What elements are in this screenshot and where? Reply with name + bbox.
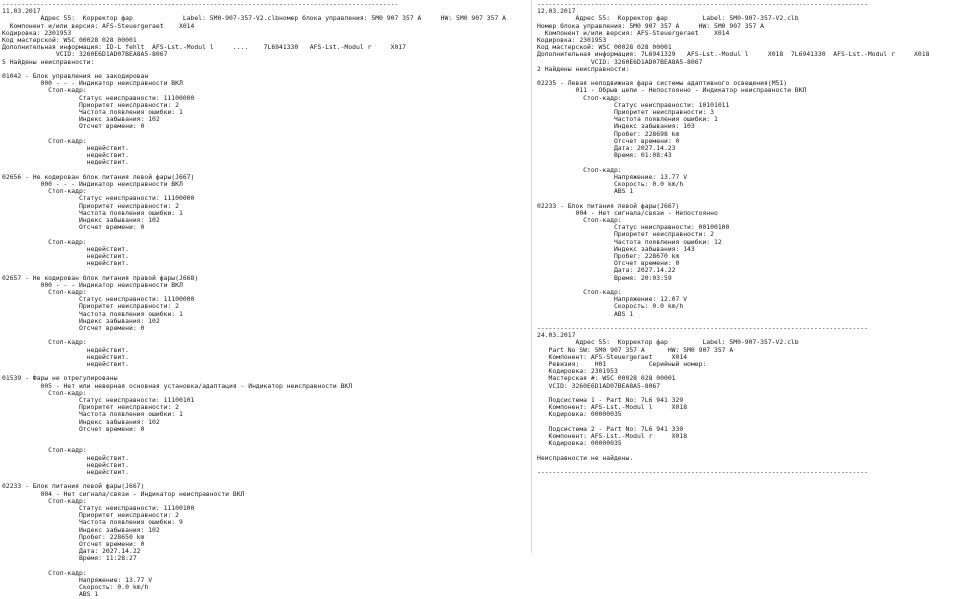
log-line: недействит. (2, 151, 129, 160)
log-line: Приоритет неисправности: 2 (2, 511, 179, 520)
log-line: 12.03.2017 (537, 7, 576, 16)
log-line: Компонент: AFS-Lst.-Modul l X018 (537, 403, 688, 412)
log-line: Стоп-кадр: (2, 136, 87, 145)
log-line: Дата: 2027.14.22 (2, 547, 141, 556)
log-line: Отсчет времени: 0 (2, 424, 145, 433)
log-line: Код мастерской: WSC 00028 028 00001 (2, 36, 137, 45)
log-line: Кодировка: 00000035 (537, 410, 622, 419)
log-line: 02656 - Не кодирован блок питания левой фары(J667) (2, 172, 195, 181)
log-line: Стоп-кадр: (537, 288, 622, 297)
log-line: 01539 - Фары не отрегулированы (2, 374, 118, 383)
log-line: Отсчет времени: 0 (537, 136, 680, 145)
log-line: Подсистема 1 - Part No: 7L6 941 329 (537, 396, 684, 405)
log-line: недействит. (2, 345, 129, 354)
log-line: Дата: 2027.14.23 (537, 144, 676, 153)
log-line: Напряжение: 13.77 V (2, 576, 153, 585)
log-line: недействит. (2, 144, 129, 153)
log-line: Время: 20:03:59 (537, 273, 672, 282)
log-line: Компонент и/или версия: AFS-Steuergeraet X014 (2, 21, 195, 30)
log-line: Статус неисправности: 11100000 (2, 93, 195, 102)
log-line: Статус неисправности: 10101011 (537, 100, 730, 109)
log-line: недействит. (2, 468, 129, 477)
log-line: VCID: 3260E6D1AD07BEA8A5-8067 (537, 57, 703, 66)
log-line: 11.03.2017 (2, 7, 41, 16)
log-line: Приоритет неисправности: 2 (2, 201, 179, 210)
log-line: Неисправности не найдены. (537, 453, 634, 462)
log-line: Частота появления ошибки: 1 (2, 108, 183, 117)
log-line: Компонент: AFS-Steuergeraet X014 (537, 352, 688, 361)
log-line: Частота появления ошибки: 1 (2, 309, 183, 318)
log-line: Адрес 55: Корректор фар Label: 5M0-907-357-V2.clb (537, 14, 799, 23)
log-line: Дополнительная информация: 7L6941329 AFS-Lst.-Modul l X018 7L6941330 AFS-Lst.-Modul r X018 (537, 50, 930, 59)
log-line: Напряжение: 13.77 V (537, 172, 688, 181)
log-line: Пробег: 228698 km (537, 129, 680, 138)
log-line: Статус неисправности: 11100000 (2, 295, 195, 304)
log-line: Индекс забывания: 102 (2, 216, 160, 225)
right-log-panel (535, 0, 960, 553)
log-line: Подсистема 2 - Part No: 7L6 941 330 (537, 424, 684, 433)
log-line: Приоритет неисправности: 2 (2, 403, 179, 412)
log-line: Приоритет неисправности: 3 (537, 108, 714, 117)
log-line: 000 - - - Индикатор неисправности ВКЛ (2, 180, 183, 189)
log-line: Отсчет времени: 0 (2, 540, 145, 549)
log-line: Стоп-кадр: (2, 568, 87, 577)
log-line: Статус неисправности: 11100100 (2, 504, 195, 513)
log-line: Приоритет неисправности: 2 (537, 230, 714, 239)
log-line: ABS 1 (537, 309, 634, 318)
log-line: 2 Найдены неисправности: (537, 64, 630, 73)
log-line: -------------------------------------------------------------------------------------- (537, 468, 868, 477)
log-line: VCID: 3260E6D1AD07BEA8A5-8067 (537, 381, 661, 390)
log-line: Частота появления ошибки: 9 (2, 518, 183, 527)
log-line: Отсчет времени: 0 (2, 122, 145, 131)
log-line: 5 Найдены неисправности: (2, 57, 95, 66)
log-line: Скорость: 0.0 km/h (537, 180, 684, 189)
panel-divider (531, 0, 532, 553)
log-line: 02233 - Блок питания левой фары(J667) (2, 482, 145, 491)
log-line: Стоп-кадр: (2, 388, 87, 397)
log-line: Отсчет времени: 0 (537, 259, 680, 268)
log-line: недействит. (2, 259, 129, 268)
log-line: 02657 - Не кодирован блок питания правой фары(J668) (2, 273, 199, 282)
log-line: 004 - Нет сигнала/связи - Непостоянно (537, 208, 718, 217)
log-line: Индекс забывания: 102 (2, 525, 160, 534)
log-line: Приоритет неисправности: 2 (2, 302, 179, 311)
log-line: 02235 - Левая неподвижная фара системы адаптивного освещения(M51) (537, 79, 788, 88)
log-line: -------------------------------------------------------------------------------------- (537, 324, 868, 333)
log-line: Кодировка: 2301953 (537, 367, 618, 376)
log-line: -------------------------------------------------------------------------------------- (537, 0, 868, 8)
log-line: VCID: 3260E6D1AD07BEA8A5-8067 (2, 50, 168, 59)
log-line: Статус неисправности: 11100000 (2, 194, 195, 203)
log-line: недействит. (2, 352, 129, 361)
log-line: ------------------------------------------------------------------------------------------------------- (2, 0, 399, 8)
log-line: Частота появления ошибки: 1 (2, 208, 183, 217)
log-line: ABS 1 (537, 187, 634, 196)
right-diagnostic-log (535, 0, 960, 476)
log-line (2, 433, 530, 440)
log-line: 000 - - - Индикатор неисправности ВКЛ (2, 79, 183, 88)
log-line: Время: 11:28:27 (2, 554, 137, 563)
log-line: Компонент и/или версия: AFS-Steuergeraet X014 (537, 28, 730, 37)
log-line: ABS 1 (2, 590, 99, 599)
log-line: Стоп-кадр: (2, 187, 87, 196)
log-line: Компонент: AFS-Lst.-Modul r X018 (537, 432, 688, 441)
log-line: 005 - Нет или неверная основная установка/адаптация - Индикатор неисправности ВКЛ (2, 381, 353, 390)
log-line: Напряжение: 12.07 V (537, 295, 688, 304)
log-line: Стоп-кадр: (2, 288, 87, 297)
log-line: Частота появления ошибки: 1 (2, 410, 183, 419)
log-line: Номер блока управления: 5M0 907 357 A HW: 5M0 907 357 A (537, 21, 765, 30)
log-line: Part No SW: 5M0 907 357 A HW: 5M0 907 357 A (537, 345, 734, 354)
log-line: Частота появления ошибки: 1 (537, 115, 718, 124)
log-line: Код мастерской: WSC 00028 028 00001 (537, 43, 672, 52)
log-line: Стоп-кадр: (537, 93, 622, 102)
log-line: Пробег: 228650 km (2, 532, 145, 541)
log-line: 24.03.2017 (537, 331, 576, 340)
log-line: Стоп-кадр: (2, 446, 87, 455)
log-line: 01042 - Блок управления не закодирован (2, 72, 149, 81)
log-line: Отсчет времени: 0 (2, 223, 145, 232)
log-line: недействит. (2, 244, 129, 253)
log-line: Статус неисправности: 00100100 (537, 223, 730, 232)
log-line: Стоп-кадр: (2, 237, 87, 246)
log-line: недействит. (2, 453, 129, 462)
log-line: недействит. (2, 360, 129, 369)
log-line: 011 - Обрыв цепи - Непостоянно - Индикатор неисправности ВКЛ (537, 86, 807, 95)
log-line: Скорость: 0.0 km/h (537, 302, 684, 311)
log-line: 02233 - Блок питания левой фары(J667) (537, 201, 680, 210)
log-line: недействит. (2, 460, 129, 469)
log-line: Индекс забывания: 102 (2, 115, 160, 124)
log-line: 004 - Нет сигнала/связи - Индикатор неисправности ВКЛ (2, 489, 245, 498)
log-line: Кодировка: 00000035 (537, 439, 622, 448)
log-line: Кодировка: 2301953 (537, 36, 607, 45)
log-line: Отсчет времени: 0 (2, 324, 145, 333)
log-line: Кодировка: 2301953 (2, 28, 72, 37)
log-line: Частота появления ошибки: 12 (537, 237, 722, 246)
log-line: Время: 01:08:43 (537, 151, 672, 160)
log-line: Дата: 2027.14.22 (537, 266, 676, 275)
log-line: Индекс забывания: 102 (2, 417, 160, 426)
log-line: Адрес 55: Корректор фар Label: 5M0-907-357-V2.clbномер блока управления: 5M0 907 357 A HW: 5M0 907 357 A (2, 14, 507, 23)
log-line: Адрес 55: Корректор фар Label: 5M0-907-357-V2.clb (537, 338, 799, 347)
log-line: Индекс забывания: 102 (2, 316, 160, 325)
log-line: Стоп-кадр: (537, 216, 622, 225)
log-line: Индекс забывания: 103 (537, 122, 695, 131)
log-line: 000 - - - Индикатор неисправности ВКЛ (2, 280, 183, 289)
log-line: Пробег: 228670 km (537, 252, 680, 261)
log-line: Стоп-кадр: (2, 338, 87, 347)
log-line: Стоп-кадр: (537, 165, 622, 174)
log-line: Стоп-кадр: (2, 86, 87, 95)
log-line: Статус неисправности: 11100101 (2, 396, 195, 405)
log-line: Приоритет неисправности: 2 (2, 100, 179, 109)
log-line: Ревизия: H01 Серийный номер: (537, 360, 707, 369)
log-line: недействит. (2, 252, 129, 261)
log-line: Дополнительная информация: ID-L fehlt AFS-Lst.-Modul l .... 7L6941330 AFS-Lst.-Modul r X017 (2, 43, 406, 52)
log-line: Индекс забывания: 143 (537, 244, 695, 253)
log-line: недействит. (2, 158, 129, 167)
log-line: Мастерская #: WSC 00028 028 00001 (537, 374, 676, 383)
log-line: Стоп-кадр: (2, 496, 87, 505)
log-line: Скорость: 0.0 km/h (2, 583, 149, 592)
